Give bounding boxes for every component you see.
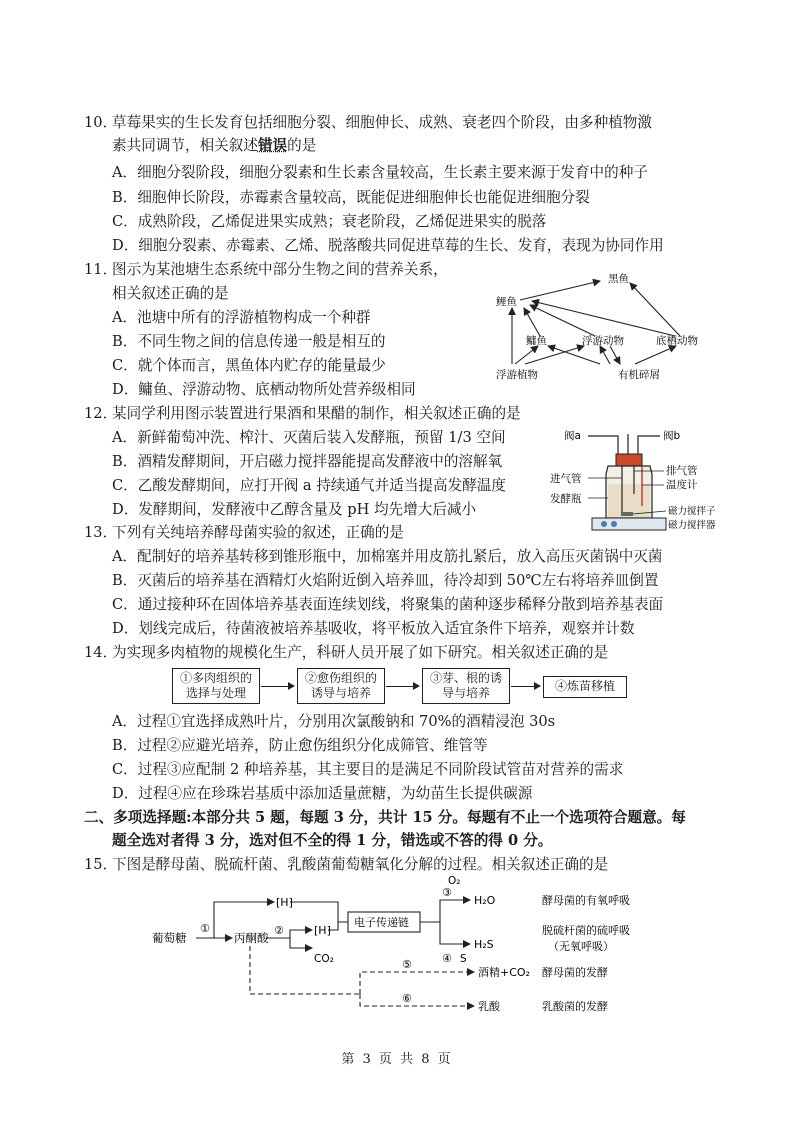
option-d: D．发酵期间，发酵液中乙醇含量及 pH 均先增大后减小 [112, 501, 477, 518]
fermenter-diagram [548, 424, 726, 532]
option-b: B．不同生物之间的信息传递一般是相互的 [112, 333, 386, 350]
step-6: ⑥ [402, 992, 412, 1005]
node-heiyu: 黑鱼 [608, 273, 629, 285]
question-stem: 下图是酵母菌、脱硫杆菌、乳酸菌葡萄糖氧化分解的过程。相关叙述正确的是 [112, 856, 609, 873]
question-number: 14． [84, 644, 118, 661]
node-yongyu: 鳙鱼 [526, 335, 547, 347]
question-stem: 为实现多肉植物的规模化生产，科研人员开展了如下研究。相关叙述正确的是 [112, 644, 609, 661]
label-h1: [H] [276, 896, 293, 909]
flow-step-4: ④炼苗移植 [543, 676, 627, 698]
question-stem-line2: 相关叙述正确的是 [112, 285, 229, 302]
question-stem: 草莓果实的生长发育包括细胞分裂、细胞伸长、成熟、衰老四个阶段，由多种植物激 [112, 114, 652, 131]
rubber-stopper [616, 454, 642, 466]
option-c: C．乙酸发酵期间，应打开阀 a 持续通气并适当提高发酵温度 [112, 477, 506, 494]
label-h2: [H] [314, 924, 331, 937]
option-c: C．成熟阶段，乙烯促进果实成熟；衰老阶段，乙烯促进果实的脱落 [112, 213, 547, 230]
node-liyu: 鲤鱼 [496, 296, 517, 308]
label-desulfo-1: 脱硫杆菌的硫呼吸 [542, 924, 630, 937]
label-yeast-aerobic: 酵母菌的有氧呼吸 [542, 894, 630, 907]
valve-tubes [588, 434, 660, 454]
label-h2s: H₂S [474, 938, 494, 951]
flow-step-2: ②愈伤组织的 诱导与培养 [297, 668, 385, 704]
step-5: ⑤ [402, 958, 412, 971]
page-footer: 第 3 页 共 8 页 [341, 1052, 453, 1067]
label-inlet: 进气管 [550, 473, 582, 485]
flow-step-1: ①多肉组织的 选择与处理 [172, 668, 260, 704]
flow-arrow [386, 686, 418, 687]
question-number: 10． [84, 114, 118, 131]
label-valve-a: 阀a [564, 430, 581, 442]
section-title-line2: 题全选对者得 3 分，选对但不全的得 1 分，错选或不答的得 0 分。 [112, 832, 553, 849]
flow-arrow [511, 686, 539, 687]
label-stir-bar: 磁力搅拌子 [668, 506, 716, 517]
option-b: B．灭菌后的培养基在酒精灯火焰附近倒入培养皿，待冷却到 50℃左右将培养皿倒置 [112, 572, 659, 589]
step-1: ① [200, 922, 210, 935]
node-fuyou-dongwu: 浮游动物 [582, 335, 624, 347]
label-alcohol: 酒精+CO₂ [478, 966, 530, 979]
label-desulfo-2: （无氧呼吸） [548, 940, 614, 953]
option-a: A．细胞分裂阶段，细胞分裂素和生长素含量较高，生长素主要来源于发育中的种子 [112, 164, 648, 181]
label-lactic-ferm: 乳酸菌的发酵 [542, 1000, 608, 1013]
option-a: A．池塘中所有的浮游植物构成一个种群 [112, 309, 371, 326]
step-4: ④ [442, 952, 452, 965]
option-d: D．鳙鱼、浮游动物、底栖动物所处营养级相同 [112, 381, 416, 398]
option-c: C．就个体而言，黑鱼体内贮存的能量最少 [112, 357, 386, 374]
label-s: S [460, 953, 467, 965]
label-valve-b: 阀b [663, 430, 681, 442]
label-thermo: 温度计 [666, 479, 698, 491]
option-b: B．过程②应避光培养，防止愈伤组织分化成筛管、维管等 [112, 737, 488, 754]
respiration-pathway-diagram [150, 872, 630, 1022]
flow-arrow [261, 686, 293, 687]
food-web-diagram [490, 268, 720, 386]
label-stirrer: 磁力搅拌器 [668, 520, 716, 531]
question-number: 15． [84, 856, 118, 873]
section-title-line1: 二、多项选择题:本部分共 5 题，每题 3 分，共计 15 分。每题有不止一个选项符合题意。每 [84, 809, 686, 826]
option-c: C．通过接种环在固体培养基表面连续划线，将聚集的菌种逐步稀释分散到培养基表面 [112, 596, 664, 613]
label-etc: 电子传递链 [354, 916, 409, 929]
question-stem-line2: 素共同调节，相关叙述错误的是 [112, 137, 317, 154]
option-a: A．新鲜葡萄冲洗、榨汁、灭菌后装入发酵瓶，预留 1/3 空间 [112, 429, 506, 446]
label-bottle: 发酵瓶 [550, 493, 582, 505]
label-pyruvate: 丙酮酸 [234, 931, 269, 945]
label-lactic: 乳酸 [478, 1000, 500, 1013]
question-stem: 图示为某池塘生态系统中部分生物之间的营养关系， [112, 261, 448, 278]
label-o2: O₂ [448, 875, 461, 887]
node-fuyou-zhiwu: 浮游植物 [496, 369, 538, 381]
step-3: ③ [442, 886, 452, 899]
option-b: B．细胞伸长阶段，赤霉素含量较高，既能促进细胞伸长也能促进细胞分裂 [112, 189, 590, 206]
question-number: 11． [84, 261, 118, 278]
flow-step-3: ③芽、根的诱 导与培养 [422, 668, 510, 704]
option-d: D．过程④应在珍珠岩基质中添加适量蔗糖，为幼苗生长提供碳源 [112, 785, 533, 802]
option-c: C．过程③应配制 2 种培养基，其主要目的是满足不同阶段试管苗对营养的需求 [112, 761, 624, 778]
step-2: ② [274, 924, 284, 937]
label-glucose: 葡萄糖 [152, 931, 187, 945]
label-h2o: H₂O [474, 894, 496, 907]
emphasis-wrong: 错误 [257, 137, 288, 154]
question-stem: 某同学利用图示装置进行果酒和果醋的制作，相关叙述正确的是 [112, 405, 521, 422]
option-a: A．过程①宜选择成熟叶片，分别用次氯酸钠和 70%的酒精浸泡 30s [112, 713, 556, 730]
question-number: 12． [84, 405, 118, 422]
stir-bar [621, 512, 633, 516]
option-a: A．配制好的培养基转移到锥形瓶中，加棉塞并用皮筋扎紧后，放入高压灭菌锅中灭菌 [112, 548, 663, 565]
label-exhaust: 排气管 [666, 465, 698, 477]
label-co2: CO₂ [314, 953, 334, 965]
question-stem: 下列有关纯培养酵母菌实验的叙述，正确的是 [112, 524, 404, 541]
node-diqi-dongwu: 底栖动物 [656, 335, 698, 347]
option-d: D．细胞分裂素、赤霉素、乙烯、脱落酸共同促进草莓的生长、发育，表现为协同作用 [112, 237, 664, 254]
option-b: B．酒精发酵期间，开启磁力搅拌器能提高发酵液中的溶解氧 [112, 453, 503, 470]
option-d: D．划线完成后，待菌液被培养基吸收，将平板放入适宜条件下培养，观察并计数 [112, 620, 635, 637]
label-yeast-ferm: 酵母菌的发酵 [542, 966, 608, 979]
question-number: 13． [84, 524, 118, 541]
node-youji-suixie: 有机碎屑 [618, 369, 660, 381]
